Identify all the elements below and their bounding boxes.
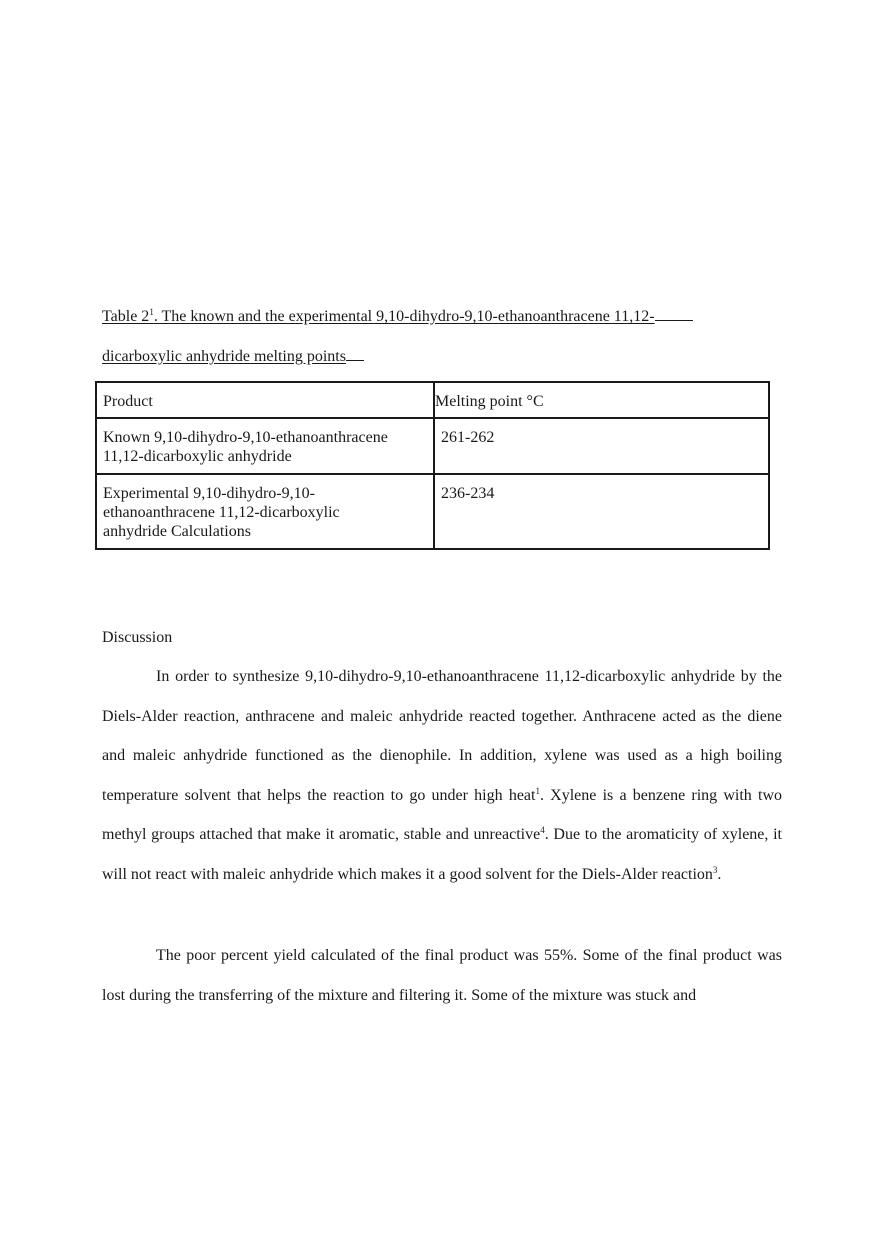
table-row — [96, 474, 769, 549]
discussion-heading: Discussion — [102, 629, 173, 646]
caption-text-2: dicarboxylic anhydride melting points — [102, 348, 346, 365]
caption-ref: 1 — [149, 307, 154, 317]
discussion-paragraph-2: The poor percent yield calculated of the final product was 55%. Some of the final product was lost during the transferring of the mixture and filtering it. Some of the mixture was stuck and — [102, 947, 782, 1004]
table-row — [96, 418, 769, 474]
caption-label: Table 2 — [102, 308, 150, 325]
table-header-row — [96, 382, 769, 418]
caption-underline-fill — [346, 346, 364, 361]
table-caption-line1 — [102, 306, 742, 325]
melting-point-cell: 236-234 — [434, 474, 769, 549]
melting-points-table — [95, 381, 770, 550]
discussion-paragraph-1: In order to synthesize 9,10-dihydro-9,10-ethanoanthracene 11,12-dicarboxylic anhydride by the Diels-Alder reaction, anthracene and maleic anhydride reacted together. Anthracene acted as the diene and maleic anhydride functioned as the dienophile. In addition, xylene was used as a high boiling temperature solvent that helps the reaction to go under high heat$^1$. Xylene is a benzene ring with two methyl groups attached that make it aromatic, stable and unreactive$^4$. Due to the aromaticity of xylene, it will not react with maleic anhydride which makes it a good solvent for the Diels-Alder reaction$^3$. — [102, 668, 782, 883]
caption-text-1: . The known and the experimental 9,10-dihydro-9,10-ethanoanthracene 11,12- — [153, 308, 655, 325]
table-caption-line2 — [102, 346, 742, 365]
caption-underline-fill — [655, 306, 693, 321]
product-cell: Known 9,10-dihydro-9,10-ethanoanthracene 11,12-dicarboxylic anhydride — [96, 418, 434, 474]
header-cell-product: Product — [96, 382, 434, 418]
header-cell-melting-point: Melting point °C — [434, 382, 769, 418]
melting-point-cell: 261-262 — [434, 418, 769, 474]
product-cell: Experimental 9,10-dihydro-9,10- ethanoanthracene 11,12-dicarboxylic anhydride Calculations — [96, 474, 434, 549]
